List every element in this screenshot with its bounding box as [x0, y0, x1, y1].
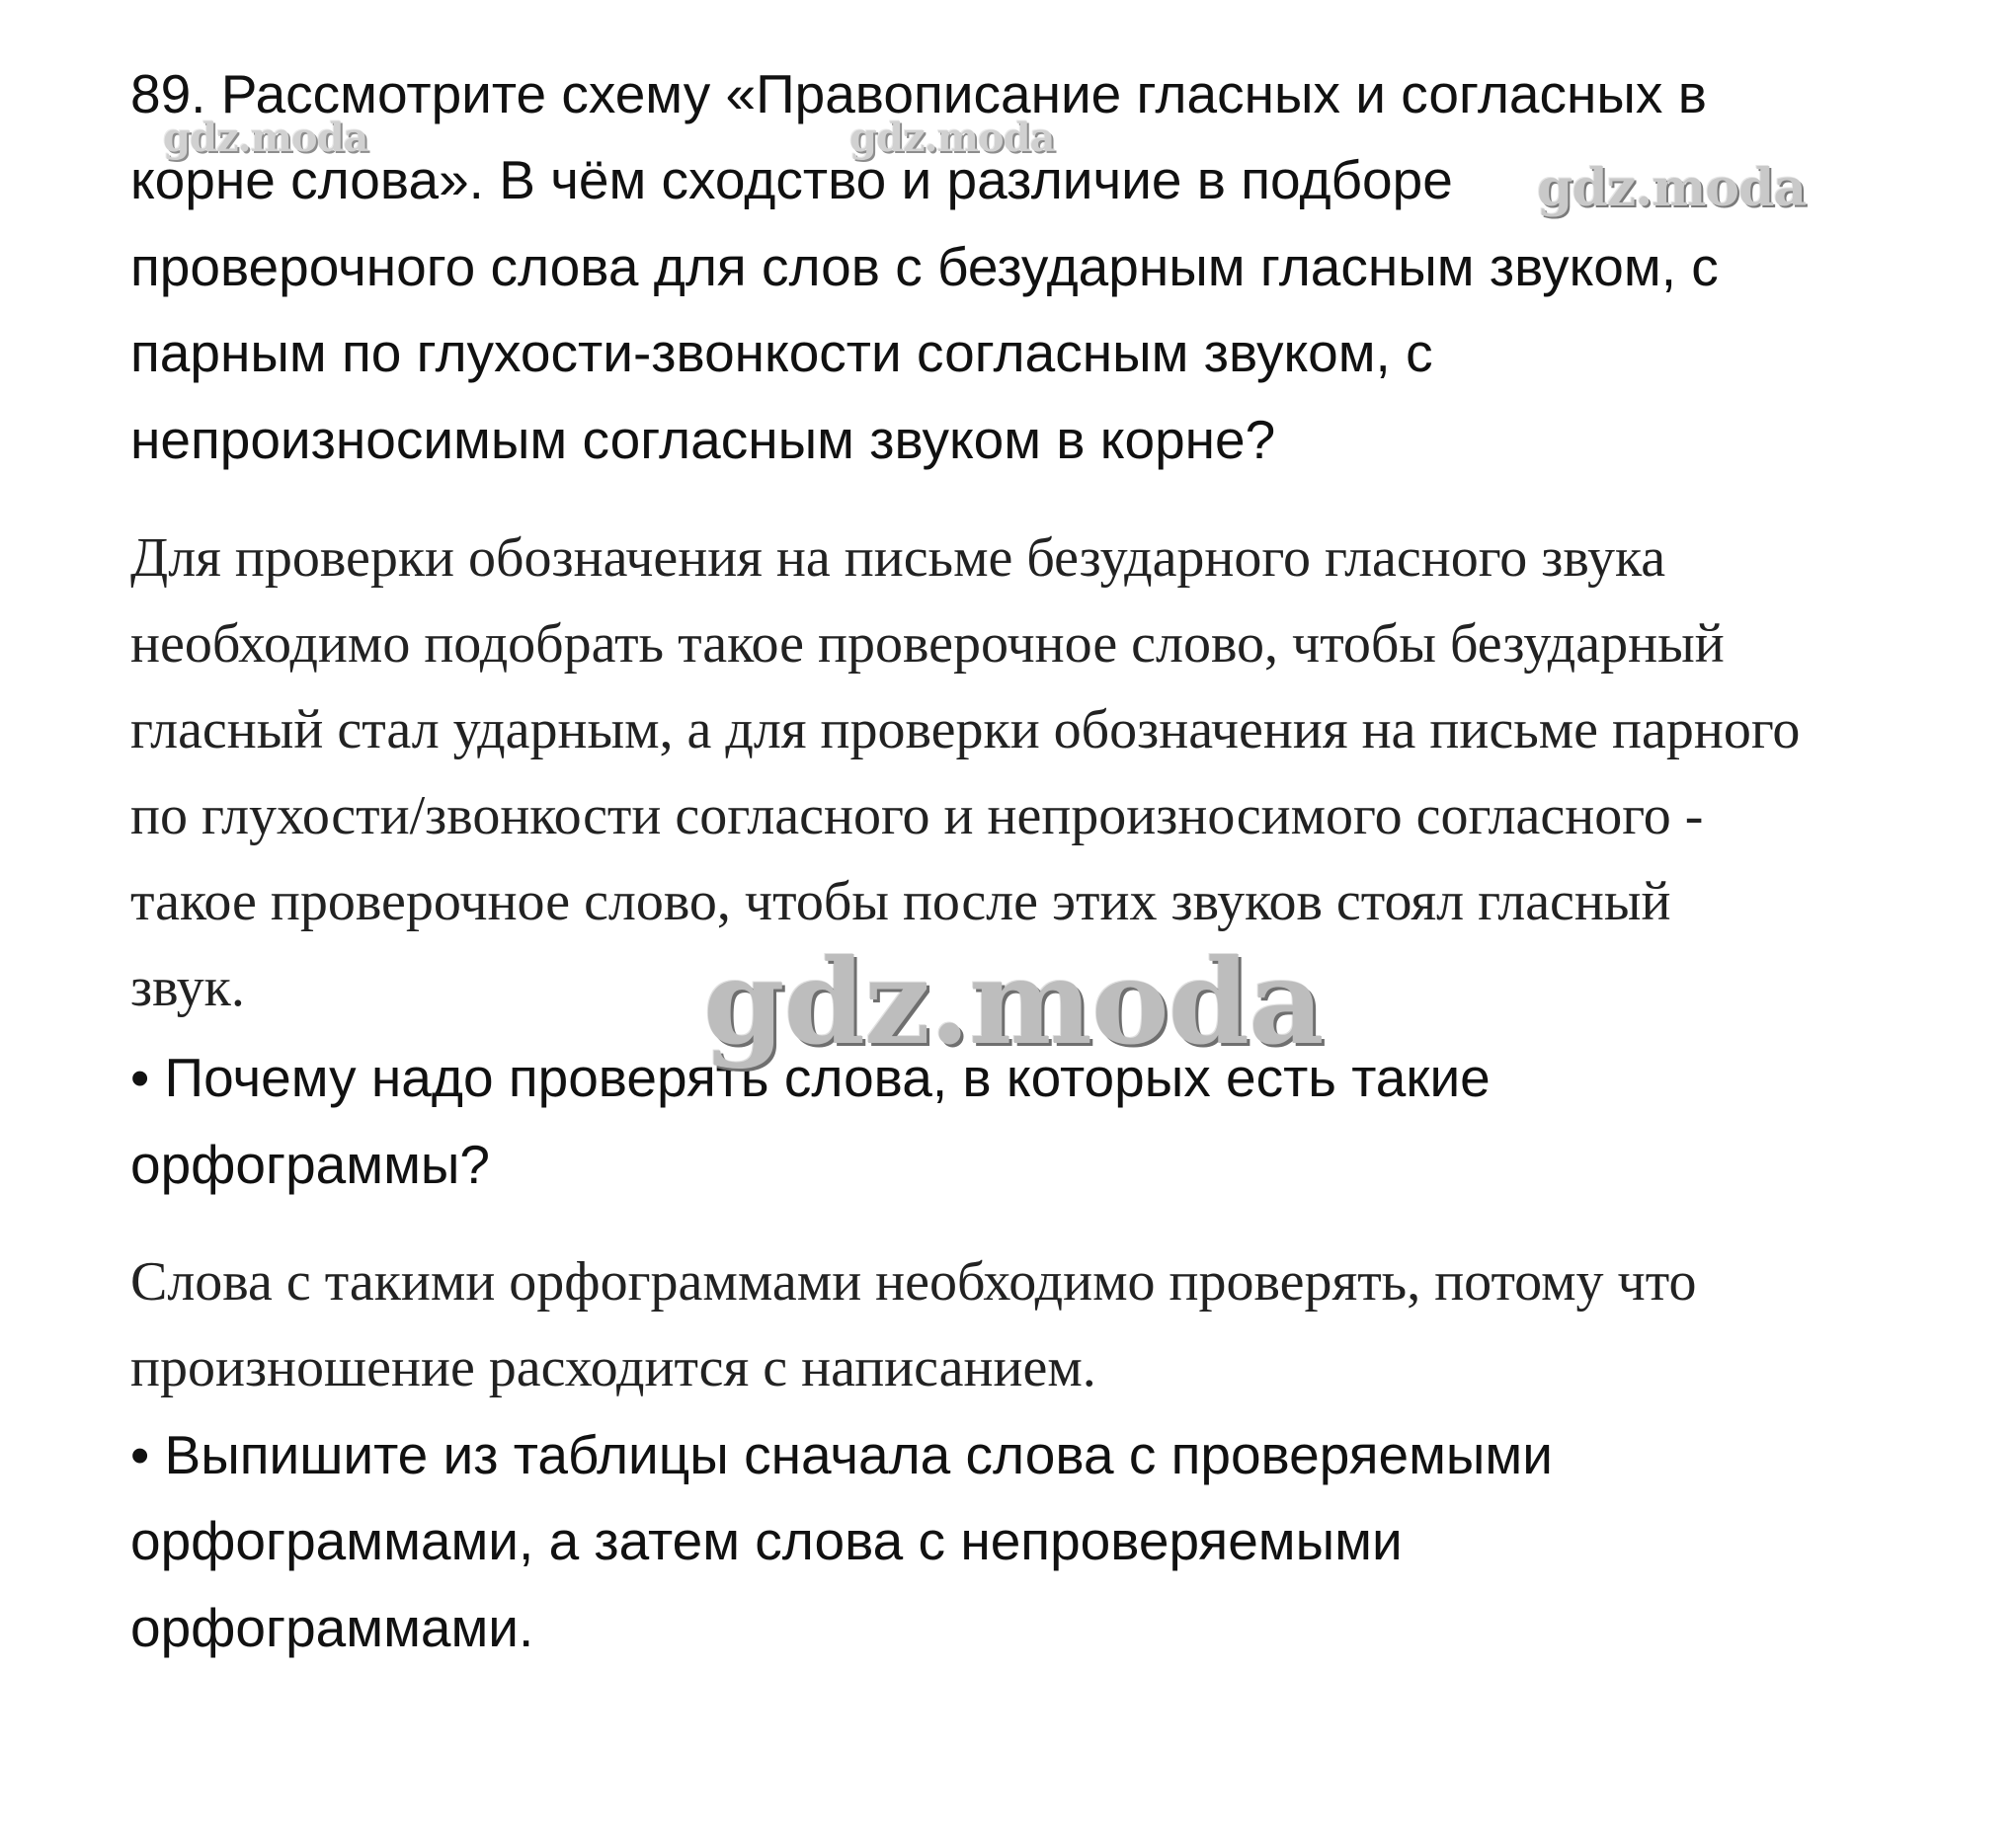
answer1-line-4: по глухости/звонкости согласного и непроизносимого согласного -: [130, 785, 1704, 846]
question1-line-3: проверочного слова для слов с безударным гласным звуком, с: [130, 236, 1719, 297]
answer2-line-1: Слова с такими орфограммами необходимо проверять, потому что: [130, 1251, 1697, 1313]
answer1-line-3: гласный стал ударным, а для проверки обозначения на письме парного: [130, 699, 1801, 760]
question1-line-1: 89. Рассмотрите схему «Правописание гласных и согласных в: [130, 63, 1707, 124]
answer1-line-6: звук.: [130, 957, 245, 1018]
watermark-logo: gdz.moda: [703, 933, 1324, 1071]
answer1-line-2: необходимо подобрать такое проверочное слово, чтобы безударный: [130, 613, 1725, 675]
question1-line-2: корне слова». В чём сходство и различие в подборе: [130, 149, 1453, 210]
watermark-logo: gdz.moda: [1537, 158, 1807, 218]
question3-line-1: • Выпишите из таблицы сначала слова с проверяемыми: [130, 1424, 1553, 1485]
question2-line-2: орфограммы?: [130, 1134, 490, 1195]
question1-line-5: непроизносимым согласным звуком в корне?: [130, 409, 1276, 470]
question2-line-1: • Почему надо проверять слова, в которых есть такие: [130, 1047, 1491, 1108]
question1-line-4: парным по глухости-звонкости согласным звуком, с: [130, 322, 1433, 383]
question3-line-3: орфограммами.: [130, 1597, 534, 1658]
watermark-logo: gdz.moda: [163, 115, 368, 161]
question3-line-2: орфограммами, а затем слова с непроверяемыми: [130, 1510, 1403, 1571]
watermark-logo: gdz.moda: [849, 115, 1055, 161]
answer2-line-2: произношение расходится с написанием.: [130, 1337, 1096, 1398]
answer1-line-5: такое проверочное слово, чтобы после этих звуков стоял гласный: [130, 871, 1671, 932]
answer1-line-1: Для проверки обозначения на письме безударного гласного звука: [130, 527, 1666, 589]
